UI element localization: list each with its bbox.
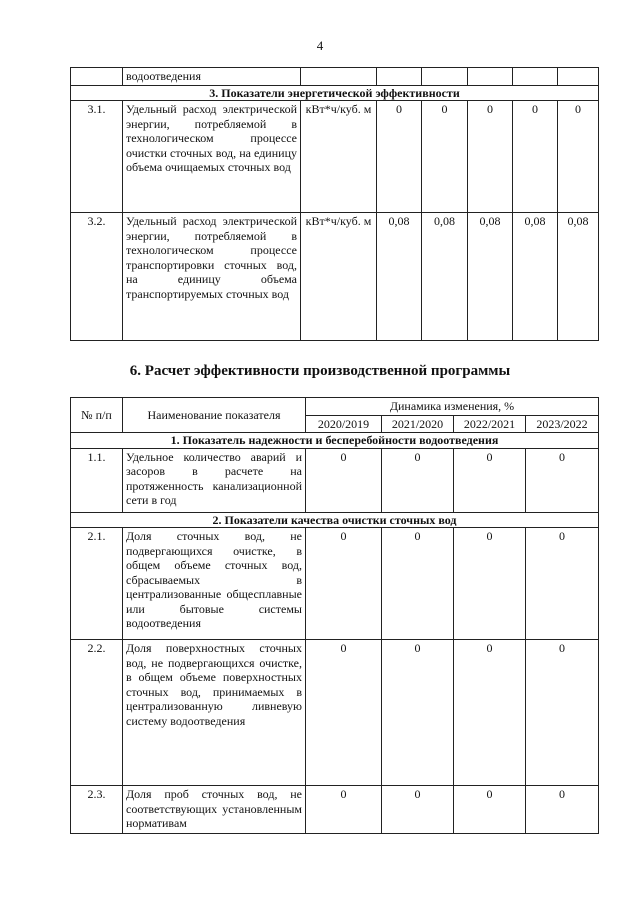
row-number: 1.1.	[71, 448, 123, 512]
value-cell: 0	[382, 786, 454, 834]
indicator-name: Удельное количество аварий и засоров в расчете на протяженность канализационной сети в год	[123, 448, 306, 512]
value-cell: 0,08	[377, 213, 422, 341]
indicator-name: Доля поверхностных сточных вод, не подвергающихся очистке, в общем объеме поверхностных сточных вод, принимаемых в централизованную ливневую систему водоотведения	[123, 640, 306, 786]
page-number: 4	[316, 38, 324, 53]
header-row	[71, 398, 599, 416]
section-row	[71, 512, 599, 528]
row-number: 2.2.	[71, 640, 123, 786]
row-number: 3.2.	[71, 213, 123, 341]
column-header-year: 2020/2019	[306, 415, 382, 433]
value-cell: 0	[306, 528, 382, 640]
column-header-year: 2022/2021	[454, 415, 526, 433]
value-cell: 0	[382, 448, 454, 512]
value-cell: 0	[558, 101, 599, 213]
section-heading: 6. Расчет эффективности производственной программы	[129, 363, 511, 379]
table-row	[71, 448, 599, 512]
value-cell: 0	[468, 101, 513, 213]
table-row	[71, 528, 599, 640]
value-cell: 0	[382, 528, 454, 640]
table-row	[71, 213, 599, 341]
value-cell: 0	[526, 448, 599, 512]
value-cell: 0	[382, 640, 454, 786]
value-cell: 0	[526, 640, 599, 786]
section-title: 2. Показатели качества очистки сточных вод	[71, 512, 599, 528]
indicator-name: Удельный расход электрической энергии, потребляемой в технологическом процессе очистки сточных вод, на единицу объема очищаемых сточных вод	[123, 101, 301, 213]
column-header-dynamics: Динамика изменения, %	[306, 398, 599, 416]
value-cell: 0	[526, 528, 599, 640]
value-cell: 0	[454, 448, 526, 512]
section-row	[71, 85, 599, 101]
section-row	[71, 433, 599, 449]
section-title: 3. Показатели энергетической эффективности	[71, 85, 599, 101]
continuation-text: водоотведения	[123, 68, 301, 86]
value-cell: 0	[513, 101, 558, 213]
row-number: 3.1.	[71, 101, 123, 213]
value-cell: 0,08	[513, 213, 558, 341]
table-row	[71, 101, 599, 213]
value-cell: 0	[454, 786, 526, 834]
value-cell: 0	[377, 101, 422, 213]
indicator-name: Доля сточных вод, не подвергающихся очистке, в общем объеме сточных вод, сбрасываемых в централизованные общесплавные или бытовые системы водоотведения	[123, 528, 306, 640]
column-header-year: 2021/2020	[382, 415, 454, 433]
value-cell: 0,08	[558, 213, 599, 341]
indicator-name: Доля проб сточных вод, не соответствующих установленным нормативам	[123, 786, 306, 834]
value-cell: 0	[454, 528, 526, 640]
table-row	[71, 786, 599, 834]
unit-cell: кВт*ч/куб. м	[301, 101, 377, 213]
column-header-year: 2023/2022	[526, 415, 599, 433]
value-cell: 0	[422, 101, 468, 213]
column-header-num: № п/п	[71, 398, 123, 433]
row-number: 2.1.	[71, 528, 123, 640]
indicator-name: Удельный расход электрической энергии, потребляемой в технологическом процессе транспортировки сточных вод, на единицу объема транспортируемых сточных вод	[123, 213, 301, 341]
value-cell: 0	[306, 786, 382, 834]
column-header-name: Наименование показателя	[123, 398, 306, 433]
value-cell: 0,08	[468, 213, 513, 341]
value-cell: 0	[526, 786, 599, 834]
value-cell: 0	[306, 448, 382, 512]
efficiency-calculation-table	[70, 397, 599, 834]
table-row	[71, 68, 599, 86]
value-cell: 0,08	[422, 213, 468, 341]
value-cell: 0	[306, 640, 382, 786]
value-cell: 0	[454, 640, 526, 786]
table-row	[71, 640, 599, 786]
section-title: 1. Показатель надежности и бесперебойности водоотведения	[71, 433, 599, 449]
energy-efficiency-table	[70, 67, 599, 341]
row-number: 2.3.	[71, 786, 123, 834]
unit-cell: кВт*ч/куб. м	[301, 213, 377, 341]
